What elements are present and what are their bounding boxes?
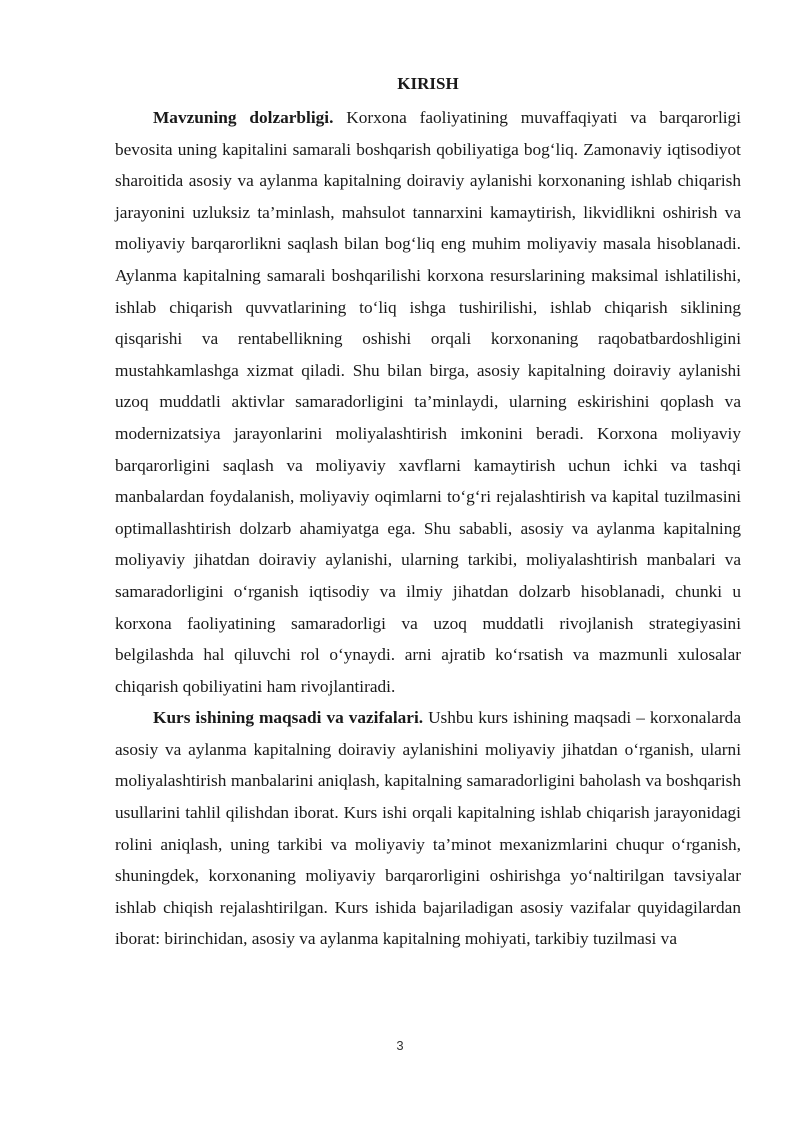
page-number: 3 bbox=[396, 1038, 404, 1053]
paragraph-goals bbox=[115, 702, 741, 955]
paragraph-relevance-lead: Mavzuning dolzarbligi. bbox=[153, 108, 334, 127]
paragraph-goals-lead: Kurs ishining maqsadi va vazifalari. bbox=[153, 708, 424, 728]
paragraph-goals-text: Ushbu kurs ishining maqsadi – korxonalarda asosiy va aylanma kapitalning doiraviy aylanishini moliyaviy jihatdan o‘rganish, ularni moliyalashtirish manbalarini aniqlash, kapitalning samaradorligini baholash va boshqarish usullarini tahlil qilishdan iborat. Kurs ishi orqali kapitalning ishlab chiqarish jarayonidagi rolini aniqlash, uning tarkibi va moliyaviy ta’minot mexanizmlarini chuqur o‘rganish, shuningdek, korxonaning moliyaviy barqarorligini oshirishga yo‘naltirilgan tavsiyalar ishlab chiqish rejalashtirilgan. Kurs ishida bajariladigan asosiy vazifalar quyidagilardan iborat: birinchidan, asosiy va aylanma kapitalning mohiyati, tarkibiy tuzilmasi va bbox=[115, 708, 741, 949]
document-page bbox=[115, 72, 741, 955]
section-heading: KIRISH bbox=[397, 74, 459, 93]
paragraph-relevance-text: Korxona faoliyatining muvaffaqiyati va barqarorligi bevosita uning kapitalini samarali boshqarish qobiliyatiga bog‘liq. Zamonaviy iqtisodiyot sharoitida asosiy va aylanma kapitalning doiraviy aylanishi korxonaning ishlab chiqarish jarayonini uzluksiz ta’minlash, mahsulot tannarxini kamaytirish, likvidlikni oshirish va moliyaviy barqarorlikni saqlash bilan bog‘liq eng muhim moliyaviy masala hisoblanadi. Aylanma kapitalning samarali boshqarilishi korxona resurslarining maksimal ishlatilishi, ishlab chiqarish quvvatlarining to‘liq ishga tushirilishi, ishlab chiqarish siklining qisqarishi va rentabellikning oshishi orqali korxonaning raqobatbardoshligini mustahkamlashga xizmat qiladi. Shu bilan birga, asosiy kapitalning doiraviy aylanishi uzoq muddatli aktivlar samaradorligini ta’minlaydi, ularning eskirishini qoplash va modernizatsiya jarayonlarini moliyalashtirish imkonini beradi. Korxona moliyaviy barqarorligini saqlash va moliyaviy xavflarni kamaytirish uchun ichki va tashqi manbalardan foydalanish, moliyaviy oqimlarni to‘g‘ri rejalashtirish va kapital tuzilmasini optimallashtirish dolzarb ahamiyatga ega. Shu sababli, asosiy va aylanma kapitalning moliyaviy jihatdan doiraviy aylanishi, ularning tarkibi, moliyalashtirish manbalari va samaradorligini o‘rganish iqtisodiy va ilmiy jihatdan dolzarb hisoblanadi, chunki u korxona faoliyatining samaradorligi va uzoq muddatli rivojlanish strategiyasini belgilashda hal qiluvchi rol o‘ynaydi. arni ajratib ko‘rsatish va mazmunli xulosalar chiqarish qobiliyatini ham rivojlantiradi. bbox=[115, 108, 742, 696]
paragraph-relevance bbox=[115, 102, 741, 702]
